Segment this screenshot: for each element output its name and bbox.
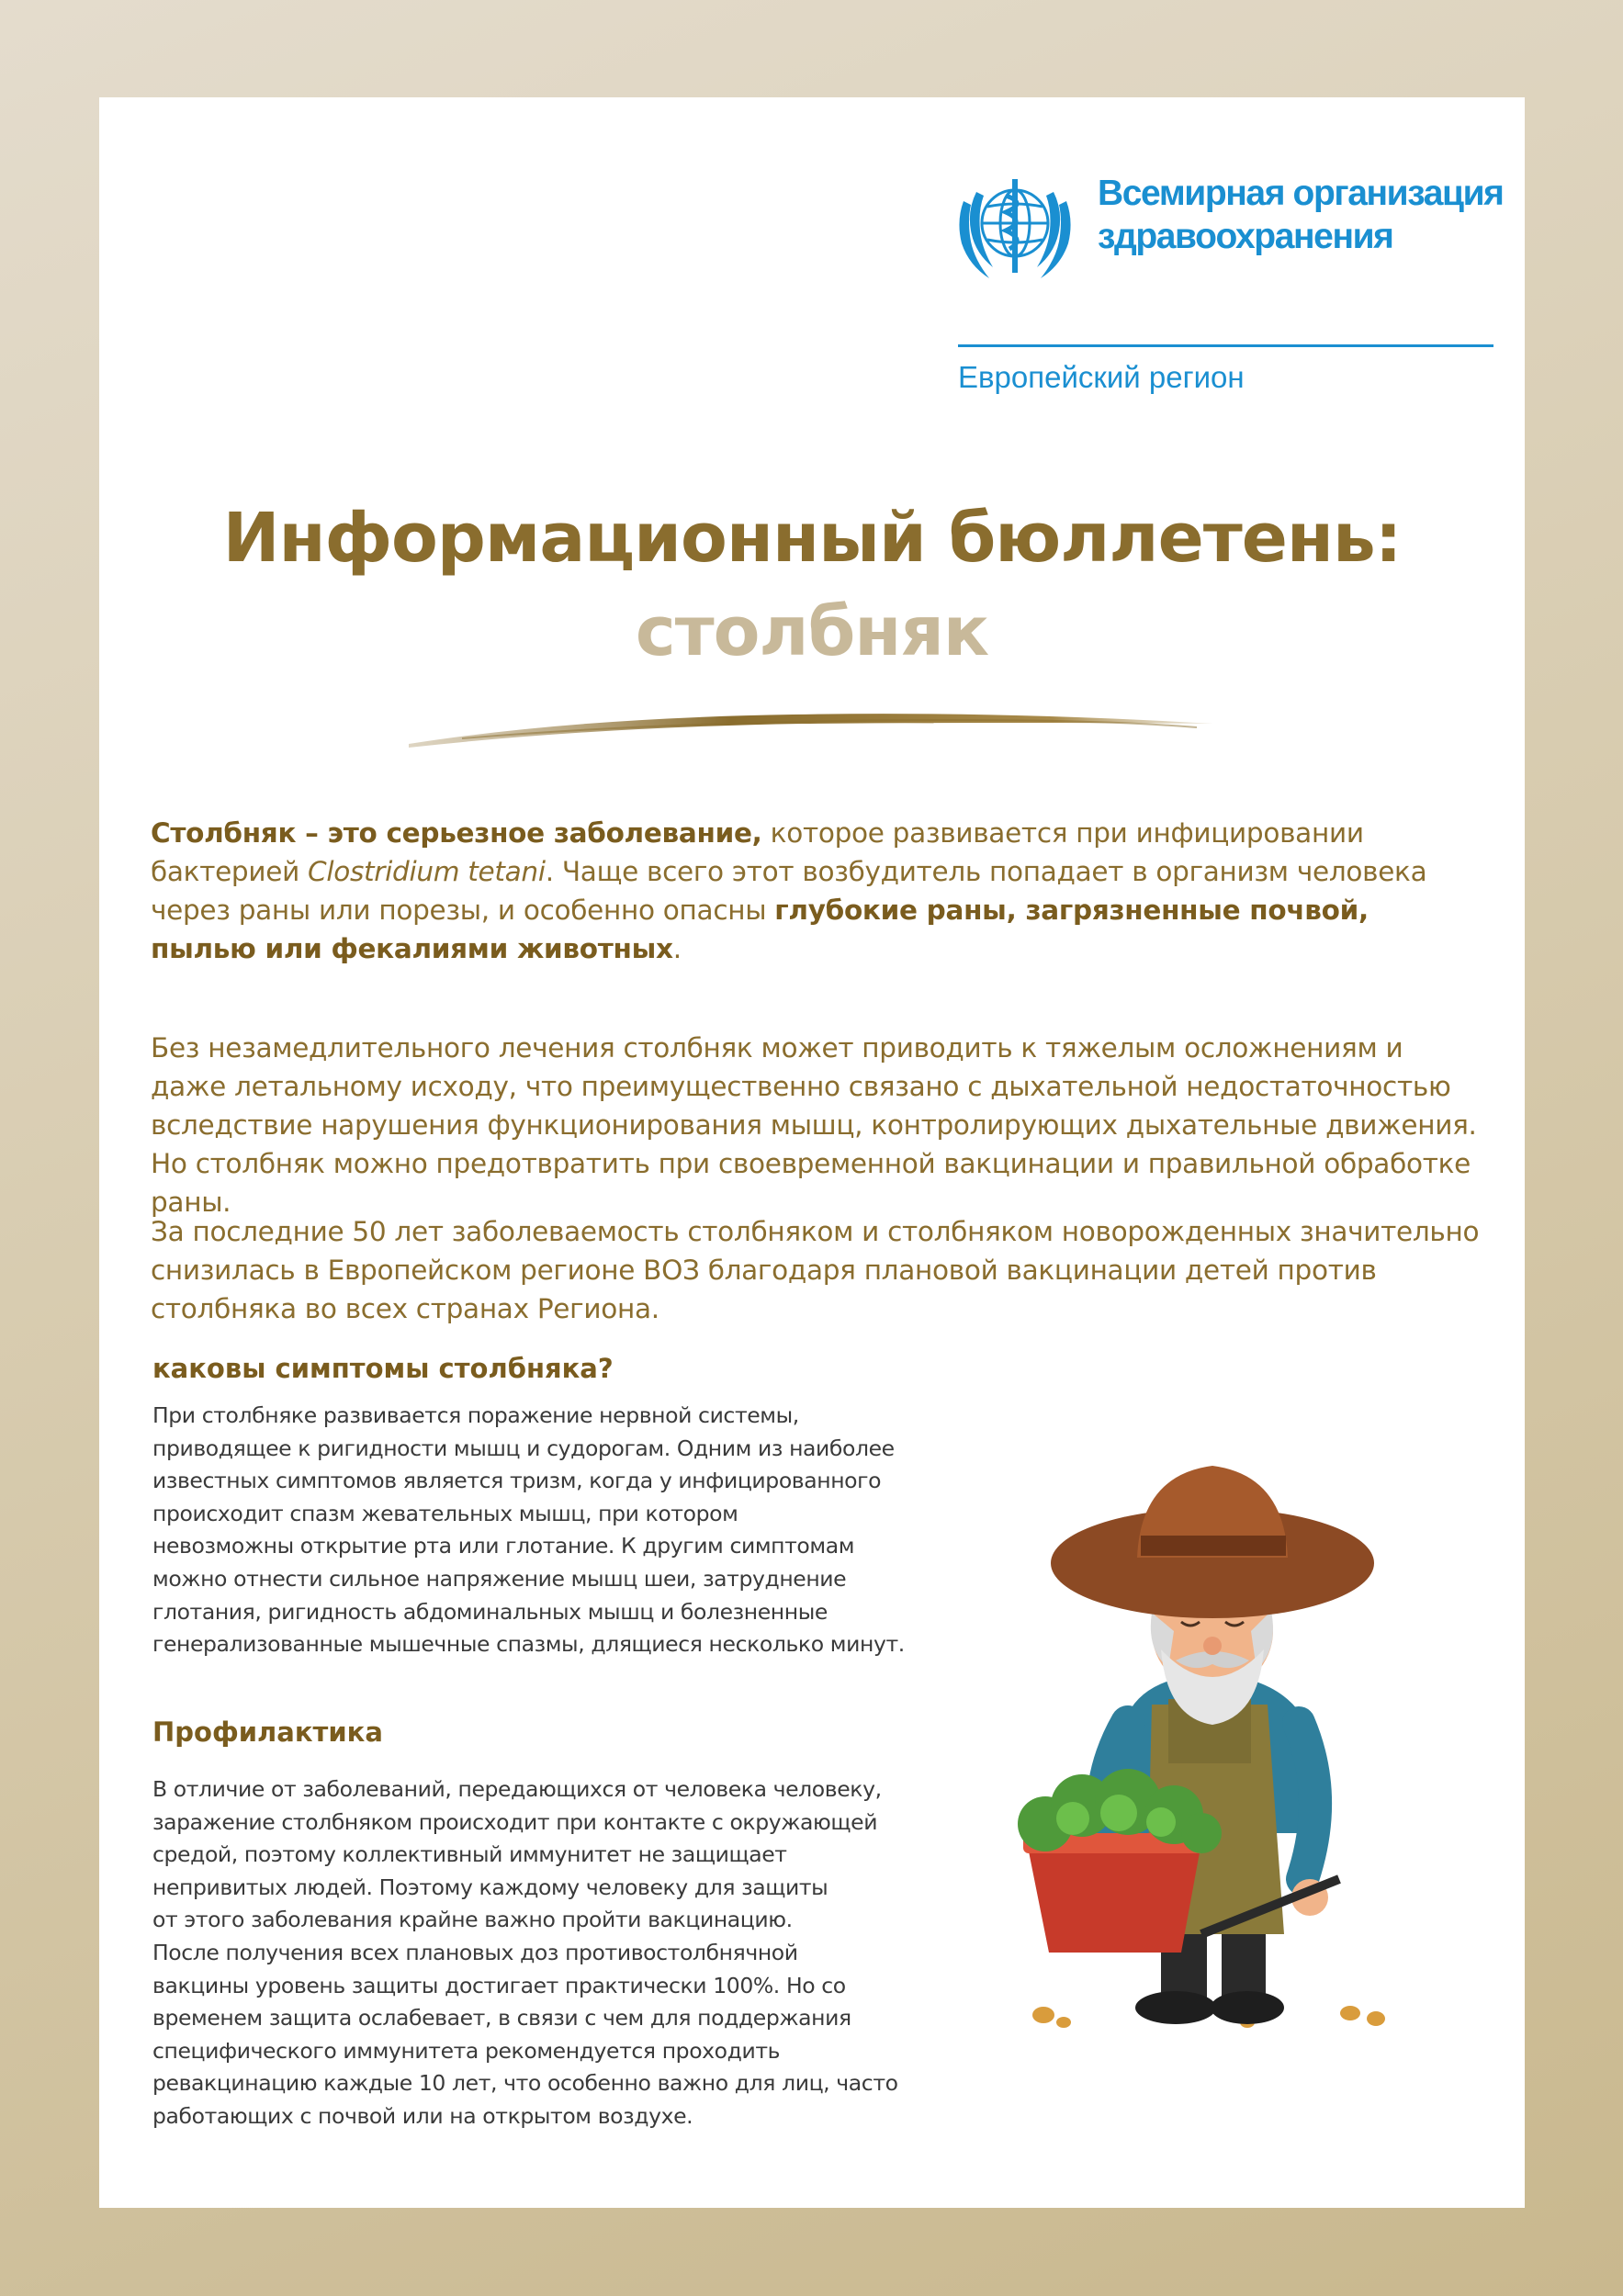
prevention-heading: Профилактика (152, 1716, 383, 1748)
page-subtitle: столбняк (635, 592, 989, 671)
bacteria-name: Clostridium tetani (308, 856, 546, 887)
gardener-illustration (972, 1401, 1468, 2063)
intro-bold-wounds: глубокие раны, загрязненные почвой, пылью или фекалиями животных (151, 895, 1369, 964)
symptoms-line: можно отнести сильное напряжение мышц шеи, затруднение (152, 1565, 847, 1592)
prevention-line: от этого заболевания крайне важно пройти вакцинацию. (152, 1907, 793, 1933)
intro-text-3: . (672, 933, 682, 964)
organization-name-line1: Всемирная организация (1098, 174, 1504, 213)
who-logo (949, 159, 1504, 394)
prevention-line: заражение столбняком происходит при контакте с окружающей (152, 1808, 878, 1835)
symptoms-line: генерализованные мышечные спазмы, длящиеся несколько минут. (152, 1631, 905, 1658)
symptoms-line: происходит спазм жевательных мышц, при котором (152, 1500, 738, 1526)
region-label: Европейский регион (958, 360, 1245, 394)
brush-stroke-divider (407, 702, 1215, 757)
prevention-line: специфического иммунитета рекомендуется проходить (152, 2037, 781, 2064)
prevention-line: вакцины уровень защиты достигает практически 100%. Но со (152, 1972, 846, 1998)
logo-divider (958, 344, 1493, 347)
symptoms-line: известных симптомов является тризм, когда у инфицированного (152, 1468, 882, 1494)
symptoms-line: При столбняке развивается поражение нервной системы, (152, 1402, 799, 1428)
intro-paragraph-1 (151, 814, 1482, 968)
prevention-line: После получения всех плановых доз противостолбнячной (152, 1939, 798, 1965)
prevention-line: В отличие от заболеваний, передающихся от человека человеку, (152, 1776, 882, 1802)
who-emblem-icon (949, 164, 1087, 293)
prevention-line: средой, поэтому коллективный иммунитет не защищает (152, 1841, 787, 1868)
symptoms-text (152, 1400, 942, 1661)
prevention-line: ревакцинацию каждые 10 лет, что особенно важно для лиц, часто (152, 2070, 898, 2097)
symptoms-line: приводящее к ригидности мышц и судорогам. Одним из наиболее (152, 1435, 895, 1461)
intro-paragraph-3: За последние 50 лет заболеваемость столбняком и столбняком новорожденных значительно снизилась в Европейском регионе ВОЗ благодаря плановой вакцинации детей против столбняка во всех странах Региона. (151, 1216, 1480, 1324)
symptoms-heading: каковы симптомы столбняка? (152, 1353, 614, 1384)
page-title: Информационный бюллетень: (222, 499, 1402, 578)
intro-bold-lead: Столбняк – это серьезное заболевание, (151, 817, 762, 849)
symptoms-line: невозможны открытие рта или глотание. К другим симптомам (152, 1533, 855, 1559)
intro-text-1: которое развивается при инфицировании бактерией (151, 817, 1364, 887)
prevention-line: работающих с почвой или на открытом воздухе. (152, 2102, 693, 2129)
organization-name-line2: здравоохранения (1098, 217, 1393, 256)
organization-name (1098, 172, 1504, 258)
document-page (99, 97, 1525, 2208)
symptoms-line: глотания, ригидность абдоминальных мышц и болезненные (152, 1598, 828, 1625)
intro-text-2: . Чаще всего этот возбудитель попадает в организм человека через раны или порезы, и особенно опасны (151, 856, 1427, 926)
prevention-text (152, 1773, 942, 2133)
prevention-line: временем защита ослабевает, в связи с чем для поддержания (152, 2005, 851, 2032)
prevention-line: непривитых людей. Поэтому каждому человеку для защиты (152, 1874, 828, 1900)
intro-paragraph-2: Без незамедлительного лечения столбняк может приводить к тяжелым осложнениям и даже летальному исходу, что преимущественно связано с дыхательной недостаточностью вследствие нарушения функционирования мышц, контролирующих дыхательные движения. Но столбняк можно предотвратить при своевременной вакцинации и правильной обработке раны. (151, 1032, 1477, 1218)
